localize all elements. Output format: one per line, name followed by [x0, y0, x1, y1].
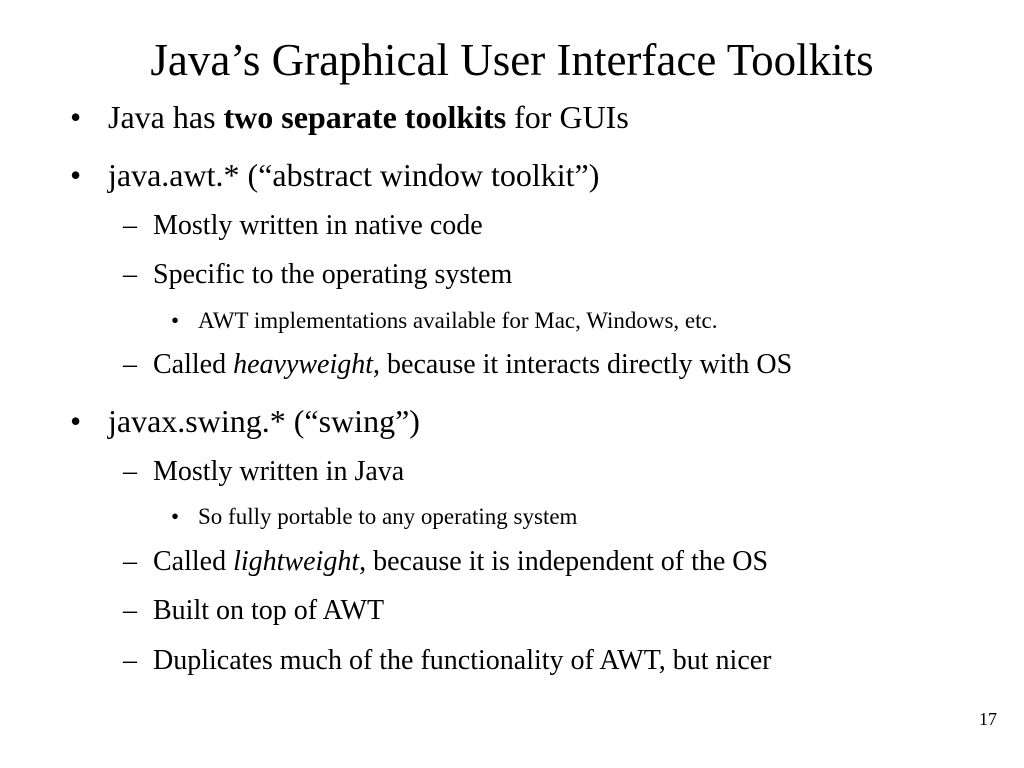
dash-marker: –: [123, 349, 137, 380]
subbullet-written-in-java: [123, 455, 405, 489]
dash-marker: –: [123, 259, 137, 290]
bullet-text: Mostly written in Java: [153, 456, 405, 487]
bullet-text: Java has: [108, 99, 224, 135]
dash-marker: –: [123, 546, 137, 577]
bullet-text: AWT implementations available for Mac, Windows, etc.: [198, 308, 718, 333]
bullet-marker: •: [171, 504, 180, 529]
bullet-text: , because it is independent of the OS: [359, 546, 769, 577]
subbullet-built-on-awt: [123, 594, 385, 628]
bullet-marker: •: [171, 308, 180, 333]
bullet-text: So fully portable to any operating system: [198, 504, 578, 529]
bullet-emphasis: heavyweight: [233, 349, 374, 380]
subbullet-heavyweight: [123, 348, 793, 382]
bullet-text: Called: [153, 546, 234, 577]
bullet-text: Built on top of AWT: [153, 595, 385, 626]
dash-marker: –: [123, 456, 137, 487]
bullet-text: Called: [153, 349, 234, 380]
bullet-marker: •: [70, 403, 82, 439]
bullet-text: , because it interacts directly with OS: [373, 349, 793, 380]
bullet-text: Mostly written in native code: [153, 210, 483, 241]
bullet-text: javax.swing.* (“swing”): [108, 403, 420, 439]
dash-marker: –: [123, 595, 137, 626]
dash-marker: –: [123, 210, 137, 241]
subbullet-duplicates-functionality: [123, 644, 772, 678]
bullet-text: Duplicates much of the functionality of AWT, but nicer: [153, 645, 772, 676]
bullet-marker: •: [70, 99, 82, 135]
subbullet-os-specific: [123, 258, 513, 292]
subsubbullet-portable: [171, 503, 578, 531]
bullet-emphasis: lightweight: [233, 546, 360, 577]
bullet-java-has-two-toolkits: [70, 97, 629, 137]
bullet-java-awt: [70, 155, 600, 195]
page-number: 17: [979, 709, 997, 729]
bullet-text: java.awt.* (“abstract window toolkit”): [108, 157, 600, 193]
bullet-emphasis: two separate toolkits: [223, 99, 507, 135]
bullet-javax-swing: [70, 401, 420, 441]
subsubbullet-awt-implementations: [171, 307, 718, 335]
bullet-text: Specific to the operating system: [153, 259, 513, 290]
dash-marker: –: [123, 645, 137, 676]
slide-title: Java’s Graphical User Interface Toolkits: [150, 35, 874, 85]
subbullet-lightweight: [123, 545, 769, 579]
subbullet-native-code: [123, 209, 483, 243]
bullet-marker: •: [70, 157, 82, 193]
bullet-text: for GUIs: [506, 99, 629, 135]
